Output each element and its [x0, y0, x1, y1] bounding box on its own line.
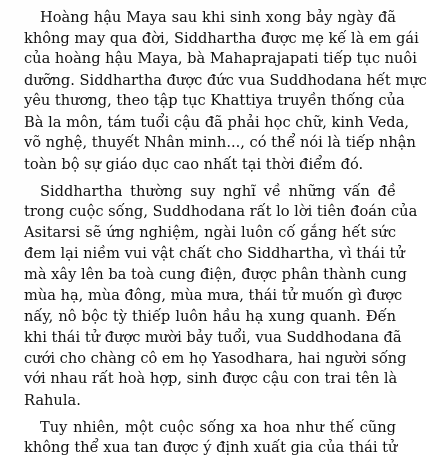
text-line: không may qua đời, Siddhartha được mẹ kế là em gái: [24, 29, 419, 47]
text-line: mà xây lên ba toà cung điện, được phân thành cung: [24, 266, 407, 284]
text-line: Rahula.: [24, 391, 81, 409]
text-line: Asitarsi sẽ ứng nghiệm, ngài luôn cố gắng hết sức: [24, 224, 396, 242]
text-line: dưỡng. Siddhartha được đức vua Suddhodana hết mực: [24, 71, 427, 89]
text-line: với nhau rất hoà hợp, sinh được cậu con trai tên là: [24, 370, 398, 388]
text-line: đem lại niềm vui vật chất cho Siddhartha, vì thái tử: [24, 244, 405, 262]
text-line: Hoàng hậu Maya sau khi sinh xong bảy ngày đã: [40, 9, 396, 27]
text-line: không thể xua tan được ý định xuất gia của thái tử: [24, 439, 398, 457]
text-line: Tuy nhiên, một cuộc sống xa hoa như thế cũng: [40, 418, 396, 436]
text-line: Bà la môn, tám tuổi cậu đã phải học chữ, kinh Veda,: [24, 113, 409, 131]
text-line: mùa hạ, mùa đông, mùa mưa, thái tử muốn gì được: [24, 286, 403, 304]
text-line: cưới cho chàng cô em họ Yasodhara, hai người sống: [24, 349, 407, 367]
text-line: nấy, nô bộc tỳ thiếp luôn hầu hạ xung quanh. Đến: [24, 308, 396, 325]
text-line: trong cuộc sống, Suddhodana rất lo lời tiên đoán của: [24, 202, 418, 220]
text-line: Siddhartha thường suy nghĩ về những vấn đề: [40, 182, 396, 200]
text-line: của hoàng hậu Maya, bà Mahaprajapati tiếp tục nuôi: [24, 50, 417, 68]
text-line: yêu thương, theo tập tục Khattiya truyền thống của: [24, 92, 405, 110]
text-line: khi thái tử được mười bảy tuổi, vua Suddhodana đã: [24, 328, 402, 346]
text-line: võ nghệ, thuyết Nhân minh..., có thể nói là tiếp nhận: [24, 134, 416, 152]
text-line: toàn bộ sự giáo dục cao nhất tại thời điểm đó.: [24, 155, 364, 173]
